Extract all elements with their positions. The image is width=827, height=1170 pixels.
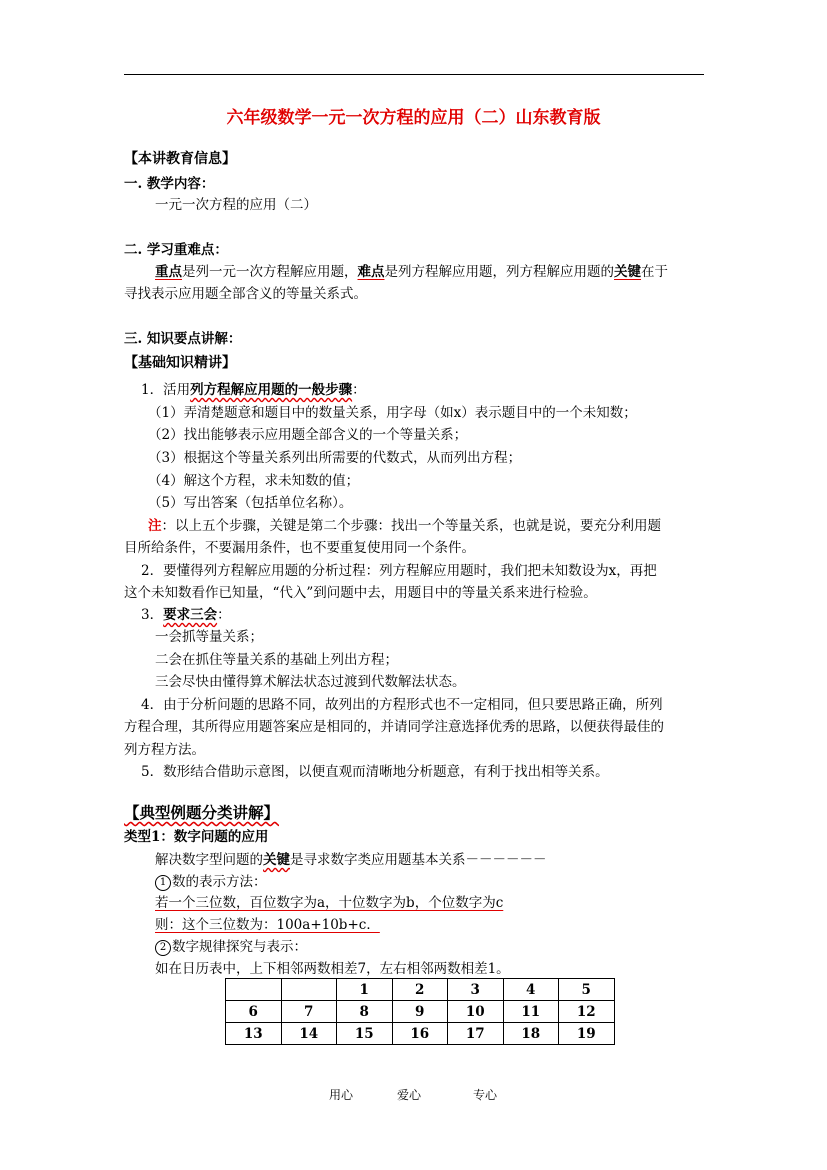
text: 数的表示方法： — [172, 874, 267, 890]
calendar-cell: 2 — [392, 979, 448, 1001]
step-3: （3）根据这个等量关系列出所需要的代数式，从而列出方程； — [148, 450, 522, 466]
calendar-cell: 5 — [559, 979, 615, 1001]
skill-2: 二会在抓住等量关系的基础上列出方程； — [155, 652, 398, 668]
type-1-intro — [155, 851, 547, 869]
text: 3． — [141, 607, 164, 623]
examples-header: 【典型例题分类讲解】 — [124, 803, 280, 822]
calendar-rule: 如在日历表中，上下相邻两数相差7，左右相邻两数相差1。 — [155, 961, 510, 977]
point-4-line-2: 方程合理，其所得应用题答案应是相同的，并请同学注意选择优秀的思路，以便获得最佳的 — [124, 719, 664, 735]
point-2-line-1: 2．要懂得列方程解应用题的分析过程：列方程解应用题时，我们把未知数设为x，再把 — [141, 563, 657, 579]
point-5: 5．数形结合借助示意图，以便直观而清晰地分析题意，有利于找出相等关系。 — [141, 764, 609, 780]
text: 是列方程解应用题，列方程解应用题的 — [384, 264, 614, 280]
three-digit-formula: 则：这个三位数为：100a+10b+c． — [155, 917, 380, 933]
text: 数字规律探究与表示： — [172, 939, 307, 955]
calendar-cell: 9 — [392, 1001, 448, 1023]
point-4-line-3: 列方程方法。 — [124, 742, 205, 758]
step-2: （2）找出能够表示应用题全部含义的一个等量关系； — [148, 427, 468, 443]
keyword-focus: 重点 — [155, 264, 182, 280]
table-row — [226, 1023, 615, 1045]
step-1: （1）弄清楚题意和题目中的数量关系，用字母（如x）表示题目中的一个未知数； — [148, 405, 637, 421]
text: 1．活用 — [141, 382, 191, 398]
skill-3: 三会尽快由懂得算术解法状态过渡到代数解法状态。 — [155, 674, 466, 690]
calendar-cell: 4 — [503, 979, 559, 1001]
circled-number-2: 2 — [155, 940, 171, 956]
section-2-heading: 二. 学习重难点： — [124, 242, 228, 258]
point-2-line-2: 这个未知数看作已知量，“代入”到问题中去，用题目中的等量关系来进行检验。 — [124, 585, 597, 601]
section-2-line-1 — [155, 263, 668, 281]
keyword-difficulty: 难点 — [357, 264, 385, 280]
table-row — [226, 1001, 615, 1023]
keyword-key: 关键 — [614, 264, 641, 280]
footer-text-1: 用心 — [329, 1088, 354, 1102]
document-title: 六年级数学一元一次方程的应用（二）山东教育版 — [226, 108, 601, 128]
section-1-content: 一元一次方程的应用（二） — [155, 197, 317, 213]
section-3-heading: 三. 知识要点讲解： — [124, 331, 242, 347]
calendar-cell: 8 — [337, 1001, 393, 1023]
calendar-cell: 3 — [448, 979, 504, 1001]
calendar-cell: 16 — [392, 1023, 448, 1045]
point-1 — [141, 381, 366, 399]
calendar-cell — [226, 979, 282, 1001]
calendar-cell: 1 — [337, 979, 393, 1001]
text: 是寻求数字类应用题基本关系－－－－－－ — [290, 852, 547, 868]
subpoint-2 — [155, 938, 307, 956]
point-4-line-1: 4．由于分析问题的思路不同，故列出的方程形式也不一定相同，但只要思路正确，所列 — [141, 697, 663, 713]
three-digit-definition: 若一个三位数，百位数字为a，十位数字为b，个位数字为c — [155, 895, 504, 911]
footer-text-2: 爱心 — [397, 1088, 422, 1102]
calendar-cell: 12 — [559, 1001, 615, 1023]
step-4: （4）解这个方程，求未知数的值； — [148, 473, 360, 489]
text: ： — [352, 382, 366, 398]
footer-text-3: 专心 — [473, 1088, 498, 1102]
general-steps-label: 列方程解应用题的一般步骤 — [190, 382, 353, 398]
header-rule — [124, 74, 704, 75]
calendar-cell: 19 — [559, 1023, 615, 1045]
step-5: （5）写出答案（包括单位名称）。 — [148, 495, 353, 511]
calendar-cell: 10 — [448, 1001, 504, 1023]
skill-1: 一会抓等量关系； — [155, 629, 263, 645]
subpoint-1 — [155, 873, 267, 891]
type-1-heading: 类型1：数字问题的应用 — [124, 829, 269, 845]
calendar-cell: 11 — [503, 1001, 559, 1023]
text: 在于 — [641, 264, 668, 280]
calendar-cell: 17 — [448, 1023, 504, 1045]
calendar-cell: 7 — [281, 1001, 337, 1023]
calendar-cell: 18 — [503, 1023, 559, 1045]
circled-number-1: 1 — [155, 875, 171, 891]
keyword-key-2: 关键 — [263, 852, 290, 868]
note-label: 注 — [148, 518, 162, 534]
note-line-2: 目所给条件，不要漏用条件，也不要重复使用同一个条件。 — [124, 540, 475, 556]
section-2-line-2: 寻找表示应用题全部含义的等量关系式。 — [124, 286, 367, 302]
calendar-cell: 14 — [281, 1023, 337, 1045]
three-skills-label: 要求三会 — [163, 607, 218, 623]
section-1-heading: 一. 教学内容： — [124, 176, 215, 192]
calendar-cell: 6 — [226, 1001, 282, 1023]
text: 是列一元一次方程解应用题， — [182, 264, 358, 280]
point-3 — [141, 606, 231, 624]
text: ：以上五个步骤，关键是第二个步骤：找出一个等量关系，也就是说，要充分利用题 — [161, 518, 661, 534]
calendar-cell: 15 — [337, 1023, 393, 1045]
calendar-cell — [281, 979, 337, 1001]
info-header: 【本讲教育信息】 — [124, 151, 236, 167]
calendar-cell: 13 — [226, 1023, 282, 1045]
text: ： — [217, 607, 231, 623]
note-line-1 — [148, 517, 661, 535]
calendar-table — [225, 978, 615, 1045]
basic-knowledge-header: 【基础知识精讲】 — [124, 355, 236, 371]
table-row — [226, 979, 615, 1001]
text: 解决数字型问题的 — [155, 852, 263, 868]
